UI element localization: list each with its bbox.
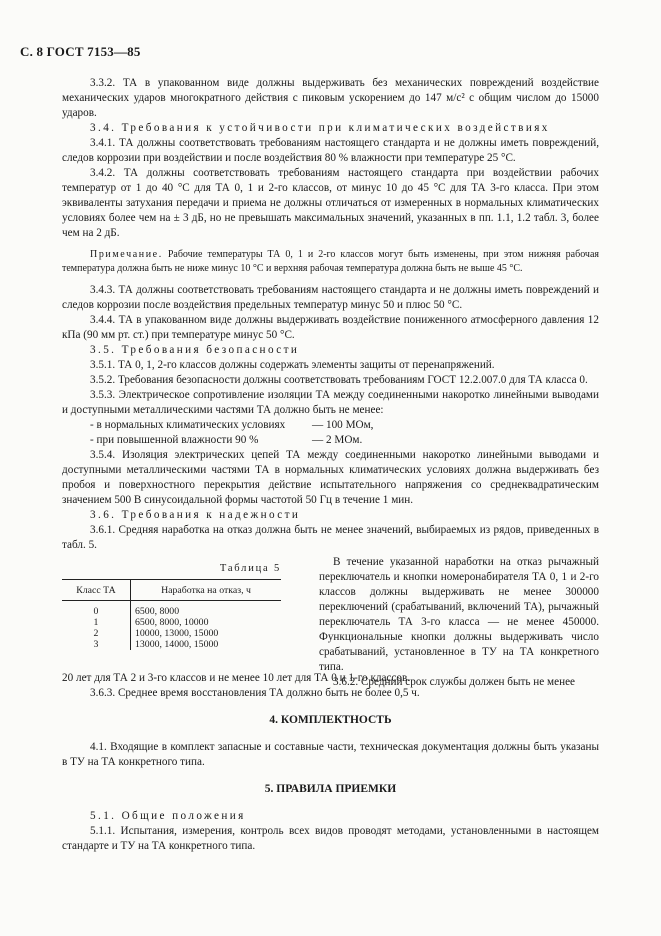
table-row: [62, 601, 281, 618]
heading-3-5: 3.5. Требования безопасности: [90, 344, 300, 356]
paragraph-3-5-3: 3.5.3. Электрическое сопротивление изоляции ТА между соединенными накоротко линейными выводами и доступными металлическими частями ТА должно быть не менее:: [62, 389, 599, 416]
list-item: [62, 418, 599, 433]
paragraph-5-1-1: 5.1.1. Испытания, измерения, контроль всех видов проводят методами, установленными в настоящем стандарте и ТУ на ТА конкретного типа.: [62, 825, 599, 852]
page-header: С. 8 ГОСТ 7153—85: [20, 44, 141, 59]
table-cell: 10000, 13000, 15000: [135, 628, 219, 639]
table-cell: 6500, 8000: [135, 606, 180, 617]
table-cell: 1: [62, 617, 131, 628]
paragraph-3-6-3: 3.6.3. Среднее время восстановления ТА должно быть не более 0,5 ч.: [90, 687, 420, 699]
page-content: [62, 76, 599, 854]
list-item-value: — 2 МОм.: [312, 434, 363, 446]
paragraph-3-5-4: 3.5.4. Изоляция электрических цепей ТА между соединенными накоротко линейными выводами и доступными металлическими частями ТА в нормальных климатических условиях должна выдерживать без пробоя и поверхностного перекрытия действие испытательного напряжения со среднеквадратическим значением 500 В синусоидальной формы частотой 50 Гц в течение 1 мин.: [62, 449, 599, 506]
note-label: Примечание.: [90, 249, 163, 260]
section-4-title: 4. КОМПЛЕКТНОСТЬ: [269, 714, 392, 726]
paragraph-3-4-4: 3.4.4. ТА в упакованном виде должны выдерживать воздействие пониженного атмосферного давления 12 кПа (90 мм рт. ст.) при температуре минус 50 °С.: [62, 314, 599, 341]
paragraph-3-6-2-end: 20 лет для ТА 2 и 3-го классов и не менее 10 лет для ТА 0 и 1-го классов.: [62, 672, 411, 684]
paragraph-3-6-2-start: 3.6.2. Средний срок службы должен быть не менее: [333, 676, 576, 688]
table-header-cell: Класс ТА: [62, 580, 131, 601]
table-row: [62, 617, 281, 628]
table-cell: 13000, 14000, 15000: [135, 639, 219, 650]
paragraph-3-3-2: 3.3.2. ТА в упакованном виде должны выдерживать без механических повреждений воздействие механических ударов многократного действия с пиковым ускорением до 147 м/с² с общим числом до 15000 ударов.: [62, 77, 599, 119]
table-row: [62, 628, 281, 639]
paragraph-4-1: 4.1. Входящие в комплект запасные и составные части, техническая документация должны быть указаны в ТУ на ТА конкретного типа.: [62, 741, 599, 768]
section-5-title: 5. ПРАВИЛА ПРИЕМКИ: [264, 783, 397, 795]
table-cell: 6500, 8000, 10000: [135, 617, 209, 628]
paragraph-3-6-1-continued: В течение указанной наработки на отказ рычажный переключатель и кнопки номеронабирателя ТА 0, 1 и 2-го классов должны выдерживать не менее 300000 переключений (срабатываний, включений ТА), рычажный переключатель ТА 3-го класса — не менее 450000. Функциональные кнопки должны выдерживать число срабатываний, установленное в ТУ на ТА конкретного типа.: [319, 556, 599, 673]
table-caption: Таблица 5: [219, 563, 281, 574]
list-item-value: — 100 МОм,: [312, 419, 374, 431]
heading-5-1: 5.1. Общие положения: [90, 810, 246, 822]
heading-3-4: 3.4. Требования к устойчивости при климатических воздействиях: [90, 122, 550, 134]
table-cell: 3: [62, 639, 131, 650]
list-item-label: - при повышенной влажности 90 %: [90, 434, 259, 446]
paragraph-3-5-1: 3.5.1. ТА 0, 1, 2-го классов должны содержать элементы защиты от перенапряжений.: [90, 359, 495, 371]
list-item-label: - в нормальных климатических условиях: [90, 419, 286, 431]
paragraph-3-5-2: 3.5.2. Требования безопасности должны соответствовать требованиям ГОСТ 12.2.007.0 для ТА класса 0.: [90, 374, 588, 386]
paragraph-3-4-3: 3.4.3. ТА должны соответствовать требованиям настоящего стандарта и не должны иметь повреждений и следов коррозии после воздействия предельных температур минус 50 и плюс 50 °С.: [62, 284, 599, 311]
list-item: [62, 433, 599, 448]
table-5: [62, 579, 281, 650]
heading-3-6: 3.6. Требования к надежности: [90, 509, 301, 521]
paragraph-3-4-1: 3.4.1. ТА должны соответствовать требованиям настоящего стандарта и не должны иметь повреждений, следов коррозии при воздействии и после воздействия 80 % влажности при температуре 25 °С.: [62, 137, 599, 164]
paragraph-3-6-1: 3.6.1. Средняя наработка на отказ должна быть не менее значений, выбираемых из рядов, приведенных в табл. 5.: [62, 524, 599, 551]
paragraph-3-4-2: 3.4.2. ТА должны соответствовать требованиям настоящего стандарта при воздействии рабочих температур от 1 до 40 °С для ТА 0, 1 и 2-го классов, от минус 10 до 45 °С для ТА 3-го класса. При этом эквиваленты затухания передачи и приема не должны отличаться от измеренных в нормальных климатических условиях более чем на ± 3 дБ, но не превышать максимальных значений, указанных в пп. 1.1, 1.2 табл. 3, более чем на 2 дБ.: [62, 167, 599, 239]
note: [62, 248, 599, 275]
table-header-row: [62, 580, 281, 601]
table-cell: 0: [62, 601, 131, 618]
side-text: [319, 555, 599, 690]
table-row: [62, 639, 281, 650]
table-header-cell: Наработка на отказ, ч: [131, 580, 282, 601]
table-cell: 2: [62, 628, 131, 639]
note-text: Рабочие температуры ТА 0, 1 и 2-го классов могут быть изменены, при этом нижняя рабочая температура должна быть не ниже минус 10 °С и верхняя рабочая температура должна быть не выше 45 °С.: [62, 249, 599, 274]
